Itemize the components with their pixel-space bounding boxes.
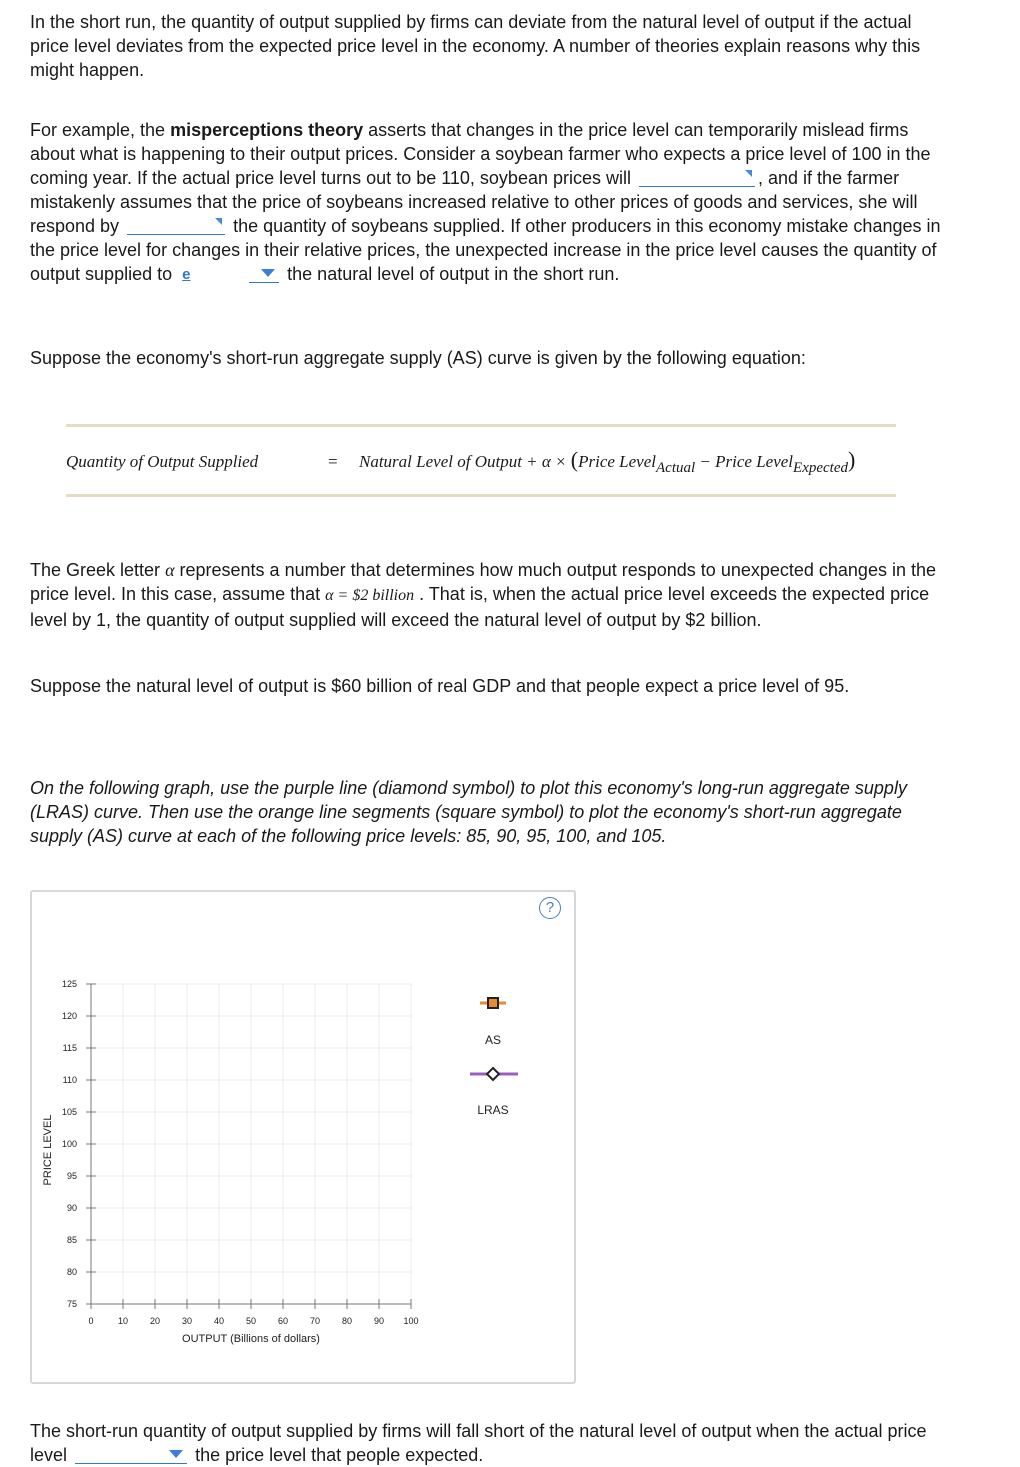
output-change-dropdown-value[interactable]: e: [182, 266, 191, 283]
as-equation-intro: Suppose the economy's short-run aggregate supply (AS) curve is given by the following equation:: [30, 348, 806, 368]
graph-instructions: On the following graph, use the purple line (diamond symbol) to plot this economy's long-run aggregate supply (LRAS) curve. Then use the orange line segments (square symbol) to plot the economy's short-run aggregate supply (AS) curve at each of the following price levels: 85, 90, 95, 100, and 105.: [30, 778, 907, 846]
y-tick-label: 85: [66, 1235, 77, 1245]
diamond-icon: [487, 1068, 499, 1080]
y-tick-label: 120: [61, 1011, 77, 1021]
misperceptions-term: misperceptions theory: [170, 120, 364, 140]
x-tick-label: 30: [181, 1316, 193, 1326]
x-tick-label: 90: [373, 1316, 385, 1326]
lras-tool[interactable]: [470, 1068, 518, 1080]
chevron-down-icon: [169, 1450, 183, 1458]
y-tick-label: 100: [61, 1139, 77, 1149]
as-tool-label: AS: [484, 1033, 502, 1047]
y-tick-label: 95: [66, 1171, 77, 1181]
equation-equals: =: [328, 452, 338, 471]
final-question: The short-run quantity of output supplied by firms will fall short of the natural level of output when the actual price level the price level that people expected.: [30, 1421, 927, 1465]
x-tick-label: 40: [213, 1316, 225, 1326]
y-tick-label: 115: [62, 1043, 77, 1053]
x-tick-label: 10: [117, 1316, 129, 1326]
equation-rhs: Natural Level of Output + α × (Price LevelActual − Price LevelExpected): [359, 447, 856, 476]
y-tick-label: 105: [61, 1107, 77, 1117]
x-tick-label: 80: [341, 1316, 353, 1326]
x-tick-label: 50: [245, 1316, 257, 1326]
y-tick-label: 80: [66, 1267, 77, 1277]
graph-axes: [86, 984, 411, 1309]
graph-grid: [91, 984, 411, 1304]
y-tick-label: 110: [62, 1075, 77, 1085]
y-tick-label: 90: [66, 1203, 77, 1213]
equation-lhs: Quantity of Output Supplied: [66, 452, 259, 471]
misperceptions-paragraph: For example, the misperceptions theory asserts that changes in the price level can temporarily mislead firms about what is happening to their output prices. Consider a soybean farmer who expects a price level of 100 in the coming year. If the actual price level turns out to be 110, soybean prices will , and if the farmer mistakenly assumes that the price of soybeans increased relative to other prices of goods and services, she will respond by the quantity of soybeans supplied. If other producers in this economy mistake changes in the price level for changes in their relative prices, the unexpected increase in the price level causes the quantity of output supplied to e the natural level of output in the short run.: [30, 120, 941, 284]
x-tick-label: 70: [309, 1316, 321, 1326]
graph-tick-labels: [62, 979, 419, 1326]
x-tick-label: 60: [277, 1316, 289, 1326]
x-tick-label: 20: [149, 1316, 161, 1326]
help-icon[interactable]: ?: [539, 897, 561, 919]
y-axis-title: PRICE LEVEL: [42, 1114, 54, 1186]
alpha-paragraph: The Greek letter α represents a number that determines how much output responds to unexpected changes in the price level. In this case, assume that α = $2 billion . That is, when the actual price level exceeds the expected price level by 1, the quantity of output supplied will exceed the natural level of output by $2 billion.: [30, 560, 936, 630]
x-axis-title: OUTPUT (Billions of dollars): [182, 1333, 320, 1345]
lras-tool-label: LRAS: [477, 1103, 509, 1117]
y-tick-label: 75: [66, 1299, 77, 1309]
as-tool[interactable]: [480, 998, 506, 1008]
price-level-comparison-dropdown[interactable]: [75, 1445, 187, 1464]
intro-paragraph: In the short run, the quantity of output supplied by firms can deviate from the natural level of output if the actual price level deviates from the expected price level in the economy. A number of theories explain reasons why this might happen.: [30, 12, 921, 80]
natural-level-paragraph: Suppose the natural level of output is $60 billion of real GDP and that people expect a price level of 95.: [30, 676, 850, 696]
y-tick-label: 125: [61, 979, 77, 989]
square-icon: [488, 998, 498, 1008]
x-tick-label: 0: [88, 1316, 94, 1326]
x-tick-label: 100: [403, 1316, 419, 1326]
